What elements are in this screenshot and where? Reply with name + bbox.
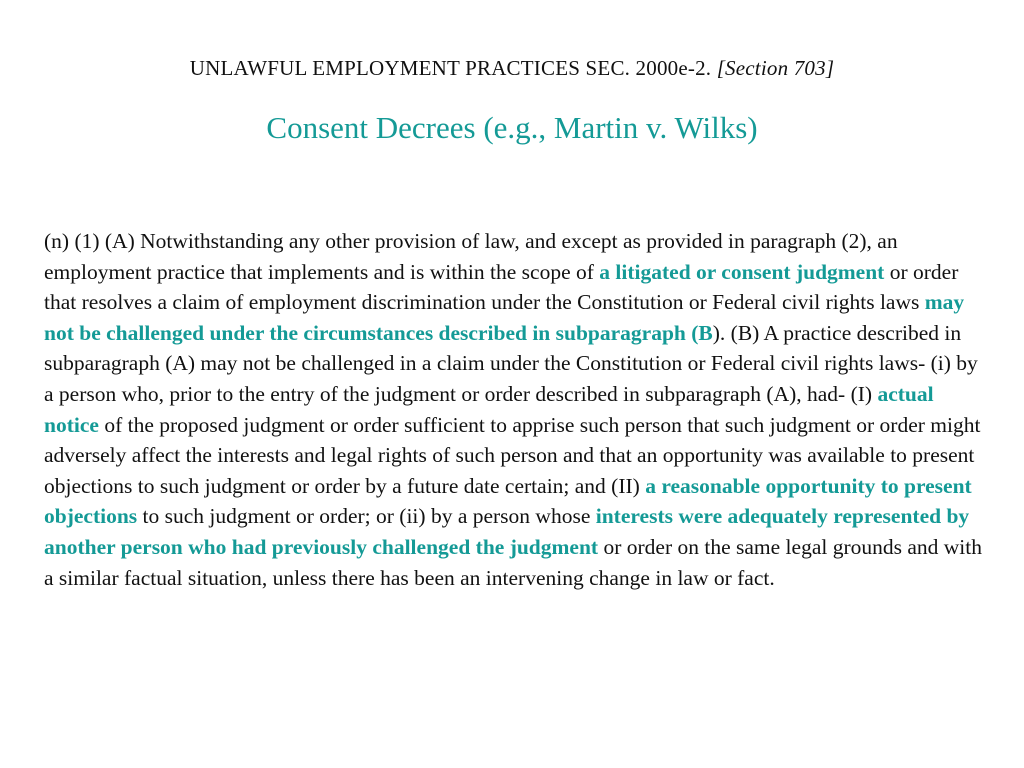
text-segment: or order that resolves a claim of employment discrimination under the Constitution or Federal civil rights laws <box>44 259 959 315</box>
slide-subtitle: Consent Decrees (e.g., Martin v. Wilks) <box>266 110 758 145</box>
header-section-reference: [Section 703] <box>716 56 835 80</box>
highlight-may-not-be-challenged: may not be challenged under the circumstances described in subparagraph (B <box>44 290 965 345</box>
text-segment: to such judgment or order; or (ii) by a person whose <box>137 504 596 529</box>
highlight-litigated-judgment: a litigated or consent judgment <box>599 259 885 284</box>
highlight-actual-notice: actual notice <box>44 381 934 437</box>
text-segment: of the proposed judgment or order sufficient to apprise such person that such judgment or order might adversely affect the interests and legal rights of such person and that an opportunity was available to present objections to such judgment or order by a future date certain; and (II) <box>44 412 981 498</box>
text-segment: ). (B) A practice described in subparagraph (A) may not be challenged in a claim under the Constitution or Federal civil rights laws- (i) by a person who, prior to the entry of the judgment or order described in subparagraph (A), had- (I) <box>44 320 978 406</box>
slide-header <box>0 56 1024 81</box>
header-main: UNLAWFUL EMPLOYMENT PRACTICES SEC. 2000e-2. <box>189 56 717 80</box>
statute-text <box>44 226 984 593</box>
highlight-reasonable-opportunity: a reasonable opportunity to present objections <box>44 473 972 529</box>
text-segment: (n) (1) (A) Notwithstanding any other provision of law, and except as provided in paragraph (2), an employment practice that implements and is within the scope of <box>44 229 898 284</box>
text-segment: or order on the same legal grounds and with a similar factual situation, unless there has been an intervening change in law or fact. <box>44 534 983 590</box>
highlight-adequately-represented: interests were adequately represented by another person who had previously challenged the judgment <box>44 504 970 559</box>
